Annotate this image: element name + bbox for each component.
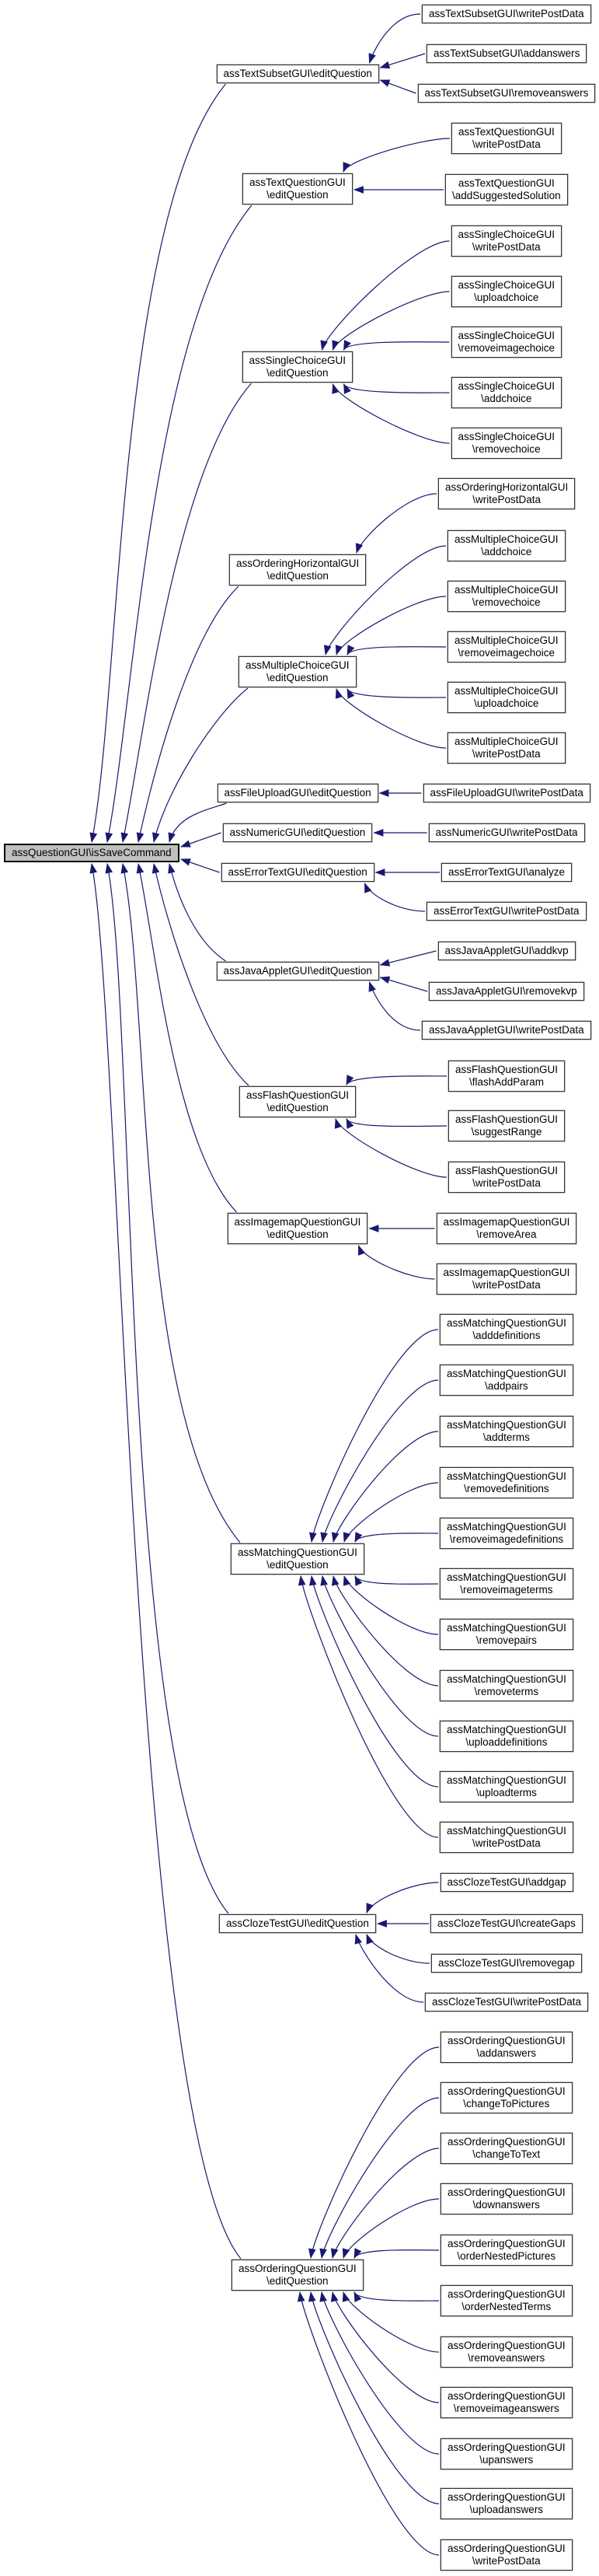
node-label-line: assTextSubsetGUI\writePostData bbox=[429, 8, 584, 19]
node-label-line: \editQuestion bbox=[266, 570, 329, 582]
node-label-line: assFileUploadGUI\writePostData bbox=[430, 787, 583, 799]
caller-function-node[interactable] bbox=[429, 982, 584, 1001]
caller-function-node[interactable] bbox=[440, 1721, 573, 1752]
caller-function-node[interactable] bbox=[430, 1914, 583, 1933]
node-label-line: \editQuestion bbox=[266, 367, 329, 379]
caller-function-node[interactable] bbox=[451, 377, 562, 408]
caller-function-node[interactable] bbox=[448, 530, 566, 561]
node-label-line: \writePostData bbox=[472, 1177, 541, 1189]
caller-function-node[interactable] bbox=[422, 5, 591, 23]
node-label-line: \addpairs bbox=[485, 1380, 528, 1392]
node-label-line: assOrderingQuestionGUI bbox=[448, 2340, 566, 2351]
node-label-line: assSingleChoiceGUI bbox=[458, 431, 555, 442]
node-label-line: assNumericGUI\editQuestion bbox=[229, 827, 366, 838]
edit-question-node[interactable] bbox=[232, 2260, 364, 2291]
node-label-line: assOrderingQuestionGUI bbox=[448, 2491, 566, 2503]
caller-function-node[interactable] bbox=[440, 1619, 573, 1650]
caller-function-node[interactable] bbox=[427, 44, 587, 63]
caller-function-node[interactable] bbox=[440, 1568, 573, 1599]
caller-function-node[interactable] bbox=[437, 1264, 577, 1295]
caller-function-node[interactable] bbox=[441, 2438, 573, 2469]
caller-function-node[interactable] bbox=[437, 1213, 577, 1244]
node-label-line: assClozeTestGUI\writePostData bbox=[432, 1996, 582, 2008]
caller-function-node[interactable] bbox=[451, 428, 562, 459]
node-label-line: \writePostData bbox=[472, 138, 541, 150]
caller-function-node[interactable] bbox=[441, 2488, 573, 2519]
node-label-line: \editQuestion bbox=[266, 189, 329, 201]
caller-function-node[interactable] bbox=[451, 327, 562, 358]
node-label-line: assMatchingQuestionGUI bbox=[447, 1673, 566, 1685]
node-label-line: assMatchingQuestionGUI bbox=[447, 1825, 566, 1837]
node-label-line: \writePostData bbox=[472, 494, 542, 505]
node-label-line: assTextQuestionGUI bbox=[249, 177, 346, 188]
node-label-line: assOrderingQuestionGUI bbox=[448, 2035, 566, 2046]
caller-function-node[interactable] bbox=[438, 478, 575, 509]
node-label-line: assClozeTestGUI\editQuestion bbox=[226, 1917, 369, 1929]
caller-function-node[interactable] bbox=[441, 2082, 573, 2113]
caller-function-node[interactable] bbox=[448, 581, 566, 612]
caller-function-node[interactable] bbox=[441, 863, 572, 882]
caller-function-node[interactable] bbox=[422, 1021, 591, 1040]
caller-function-node[interactable] bbox=[440, 1467, 573, 1498]
caller-function-node[interactable] bbox=[438, 942, 576, 960]
node-label-line: \editQuestion bbox=[266, 2275, 329, 2287]
node-label-line: \removeimageanswers bbox=[453, 2403, 559, 2414]
edit-question-node[interactable] bbox=[223, 823, 373, 842]
caller-function-node[interactable] bbox=[441, 2235, 573, 2266]
node-label-line: assMultipleChoiceGUI bbox=[454, 584, 559, 596]
node-label-line: assImagemapQuestionGUI bbox=[443, 1267, 570, 1278]
caller-function-node[interactable] bbox=[429, 823, 585, 842]
node-label-line: assErrorTextGUI\writePostData bbox=[434, 905, 580, 917]
node-label-line: \removeanswers bbox=[468, 2352, 545, 2364]
node-label-line: assOrderingQuestionGUI bbox=[448, 2186, 566, 2198]
edit-question-node[interactable] bbox=[239, 656, 357, 687]
node-label-line: assOrderingQuestionGUI bbox=[448, 2390, 566, 2402]
edit-question-node[interactable] bbox=[221, 863, 374, 882]
node-label-line: assFlashQuestionGUI bbox=[455, 1113, 559, 1125]
edit-question-node[interactable] bbox=[242, 351, 353, 383]
node-label-line: \uploadchoice bbox=[474, 292, 539, 303]
node-label-line: assMatchingQuestionGUI bbox=[447, 1317, 566, 1329]
node-label-line: assMultipleChoiceGUI bbox=[454, 736, 559, 747]
node-label-line: \removeimagechoice bbox=[458, 342, 555, 354]
node-label-line: assClozeTestGUI\addgap bbox=[447, 1876, 566, 1888]
edit-question-node[interactable] bbox=[217, 65, 379, 83]
caller-function-node[interactable] bbox=[441, 1873, 573, 1892]
node-label-line: \addchoice bbox=[481, 393, 532, 404]
node-label-line: assFileUploadGUI\editQuestion bbox=[224, 787, 371, 799]
caller-function-node[interactable] bbox=[441, 2133, 573, 2164]
edit-question-node[interactable] bbox=[242, 173, 353, 204]
node-label-line: \orderNestedTerms bbox=[461, 2301, 552, 2312]
edit-question-node[interactable] bbox=[239, 1086, 356, 1117]
caller-function-node[interactable] bbox=[441, 2387, 573, 2418]
node-label-line: assNumericGUI\writePostData bbox=[435, 827, 578, 838]
node-label-line: \writePostData bbox=[472, 2555, 541, 2567]
edit-question-node[interactable] bbox=[219, 1914, 376, 1933]
node-label-line: \addanswers bbox=[476, 2047, 537, 2059]
node-label-line: assOrderingHorizontalGUI bbox=[445, 481, 569, 493]
node-label-line: assOrderingQuestionGUI bbox=[239, 2263, 357, 2274]
node-label-line: assTextQuestionGUI bbox=[458, 177, 555, 189]
caller-function-node[interactable] bbox=[448, 1162, 565, 1193]
caller-function-node[interactable] bbox=[440, 1771, 573, 1802]
node-label-line: \suggestRange bbox=[471, 1126, 542, 1138]
node-label-line: assSingleChoiceGUI bbox=[458, 330, 555, 341]
node-label-line: \removeimageterms bbox=[460, 1584, 553, 1596]
caller-function-node[interactable] bbox=[448, 682, 566, 713]
caller-function-node[interactable] bbox=[448, 631, 566, 662]
caller-function-node[interactable] bbox=[441, 2183, 573, 2214]
node-label-line: assFlashQuestionGUI bbox=[246, 1089, 350, 1101]
node-label-line: \removeArea bbox=[476, 1229, 537, 1240]
caller-function-node[interactable] bbox=[451, 123, 562, 154]
node-label-line: \uploadanswers bbox=[469, 2504, 544, 2515]
node-label-line: assSingleChoiceGUI bbox=[458, 380, 555, 392]
node-label-line: assMatchingQuestionGUI bbox=[447, 1622, 566, 1634]
root-function-node bbox=[4, 844, 179, 862]
node-label-line: assSingleChoiceGUI bbox=[249, 355, 347, 366]
node-label-line: assOrderingQuestionGUI bbox=[448, 2136, 566, 2148]
node-label-line: \removedefinitions bbox=[464, 1483, 549, 1494]
caller-function-node[interactable] bbox=[425, 1993, 588, 2012]
node-label-line: assSingleChoiceGUI bbox=[458, 229, 555, 240]
node-label-line: assMatchingQuestionGUI bbox=[447, 1724, 566, 1735]
node-label-line: \removepairs bbox=[475, 1634, 537, 1646]
node-label-line: assMultipleChoiceGUI bbox=[454, 685, 559, 697]
caller-function-node[interactable] bbox=[423, 784, 590, 802]
node-label-line: assClozeTestGUI\createGaps bbox=[437, 1917, 576, 1929]
caller-function-node[interactable] bbox=[440, 1670, 573, 1701]
caller-function-node[interactable] bbox=[445, 174, 568, 205]
node-label-line: \addSuggestedSolution bbox=[452, 190, 561, 201]
node-label-line: \orderNestedPictures bbox=[457, 2250, 556, 2262]
node-label-line: \addterms bbox=[482, 1431, 530, 1443]
node-label-line: assMatchingQuestionGUI bbox=[447, 1470, 566, 1482]
node-label-line: assOrderingQuestionGUI bbox=[448, 2441, 566, 2453]
caller-function-node[interactable] bbox=[440, 1518, 573, 1549]
edit-question-node[interactable] bbox=[217, 962, 379, 980]
node-label-line: assTextSubsetGUI\addanswers bbox=[434, 47, 580, 59]
node-label-line: assOrderingQuestionGUI bbox=[448, 2238, 566, 2249]
node-label-line: \writePostData bbox=[472, 1837, 541, 1849]
caller-function-node[interactable] bbox=[451, 225, 562, 257]
node-label-line: assMatchingQuestionGUI bbox=[447, 1419, 566, 1431]
node-label-line: \editQuestion bbox=[266, 672, 329, 683]
node-label-line: assErrorTextGUI\analyze bbox=[448, 866, 566, 878]
caller-function-node[interactable] bbox=[448, 732, 566, 764]
node-label-line: \editQuestion bbox=[266, 1229, 329, 1240]
node-label-line: \upanswers bbox=[479, 2454, 534, 2466]
node-label-line: \uploaddefinitions bbox=[465, 1736, 548, 1748]
node-label-line: assQuestionGUI\isSaveCommand bbox=[12, 847, 172, 858]
node-label-line: assJavaAppletGUI\removekvp bbox=[436, 985, 577, 997]
node-label-line: \editQuestion bbox=[266, 1559, 329, 1571]
node-label-line: assMultipleChoiceGUI bbox=[454, 533, 559, 545]
node-label-line: assFlashQuestionGUI bbox=[455, 1165, 559, 1176]
caller-function-node[interactable] bbox=[440, 1822, 573, 1853]
caller-function-node[interactable] bbox=[441, 2285, 573, 2316]
node-label-line: \addchoice bbox=[481, 546, 532, 557]
node-label-line: \removeterms bbox=[474, 1686, 539, 1697]
node-label-line: assMatchingQuestionGUI bbox=[447, 1774, 566, 1786]
caller-function-node[interactable] bbox=[441, 2337, 573, 2368]
node-label-line: \downanswers bbox=[472, 2199, 540, 2211]
node-label-line: assImagemapQuestionGUI bbox=[443, 1216, 570, 1228]
node-label-line: \uploadterms bbox=[475, 1787, 537, 1798]
node-label-line: assJavaAppletGUI\addkvp bbox=[444, 945, 569, 956]
node-label-line: assImagemapQuestionGUI bbox=[234, 1216, 361, 1228]
edit-question-node[interactable] bbox=[218, 784, 378, 802]
node-label-line: \flashAddParam bbox=[469, 1076, 545, 1088]
node-label-line: \writePostData bbox=[472, 748, 541, 760]
node-label-line: assTextSubsetGUI\editQuestion bbox=[223, 68, 372, 79]
caller-function-node[interactable] bbox=[440, 1416, 573, 1447]
node-label-line: assOrderingQuestionGUI bbox=[448, 2085, 566, 2097]
node-label-line: assJavaAppletGUI\writePostData bbox=[429, 1024, 584, 1036]
node-label-line: assTextQuestionGUI bbox=[458, 126, 555, 138]
node-label-line: \writePostData bbox=[472, 1279, 541, 1291]
node-label-line: \adddefinitions bbox=[472, 1330, 541, 1341]
caller-function-node[interactable] bbox=[451, 276, 562, 307]
caller-function-node[interactable] bbox=[440, 1365, 573, 1396]
node-label-line: assOrderingQuestionGUI bbox=[448, 2288, 566, 2300]
caller-function-node[interactable] bbox=[418, 84, 596, 103]
node-label-line: assMatchingQuestionGUI bbox=[447, 1571, 566, 1583]
edit-question-node[interactable] bbox=[228, 1213, 368, 1244]
node-label-line: \removechoice bbox=[472, 596, 541, 608]
caller-function-node[interactable] bbox=[427, 902, 587, 921]
node-label-line: assErrorTextGUI\editQuestion bbox=[228, 866, 367, 878]
node-label-line: assOrderingQuestionGUI bbox=[448, 2543, 566, 2554]
node-label-line: \removechoice bbox=[472, 443, 541, 455]
caller-function-node[interactable] bbox=[448, 1110, 565, 1141]
node-label-line: \writePostData bbox=[472, 241, 541, 253]
node-label-line: assMultipleChoiceGUI bbox=[454, 634, 559, 646]
node-label-line: assTextSubsetGUI\removeanswers bbox=[424, 87, 589, 99]
node-label-line: \uploadchoice bbox=[474, 697, 539, 709]
node-label-line: assMatchingQuestionGUI bbox=[447, 1521, 566, 1533]
edit-question-node[interactable] bbox=[231, 1543, 364, 1575]
edit-question-node[interactable] bbox=[229, 554, 366, 585]
node-label-line: assMatchingQuestionGUI bbox=[447, 1368, 566, 1379]
node-label-line: assOrderingHorizontalGUI bbox=[236, 557, 360, 569]
node-label-line: \removeimagedefinitions bbox=[449, 1533, 564, 1545]
node-label-line: assClozeTestGUI\removegap bbox=[438, 1957, 575, 1969]
node-label-line: assMatchingQuestionGUI bbox=[238, 1547, 357, 1558]
node-label-line: \changeToText bbox=[472, 2148, 541, 2160]
node-label-line: assSingleChoiceGUI bbox=[458, 279, 555, 291]
caller-function-node[interactable] bbox=[431, 1954, 582, 1973]
caller-function-node[interactable] bbox=[448, 1061, 565, 1092]
caller-function-node[interactable] bbox=[441, 2539, 573, 2571]
caller-function-node[interactable] bbox=[440, 1314, 573, 1345]
node-label-line: assMultipleChoiceGUI bbox=[246, 659, 350, 671]
node-label-line: assFlashQuestionGUI bbox=[455, 1064, 559, 1075]
node-label-line: assJavaAppletGUI\editQuestion bbox=[223, 965, 372, 977]
node-label-line: \changeToPictures bbox=[463, 2098, 550, 2109]
node-label-line: \removeimagechoice bbox=[458, 647, 555, 659]
node-label-line: \editQuestion bbox=[266, 1102, 329, 1113]
caller-function-node[interactable] bbox=[441, 2032, 573, 2063]
